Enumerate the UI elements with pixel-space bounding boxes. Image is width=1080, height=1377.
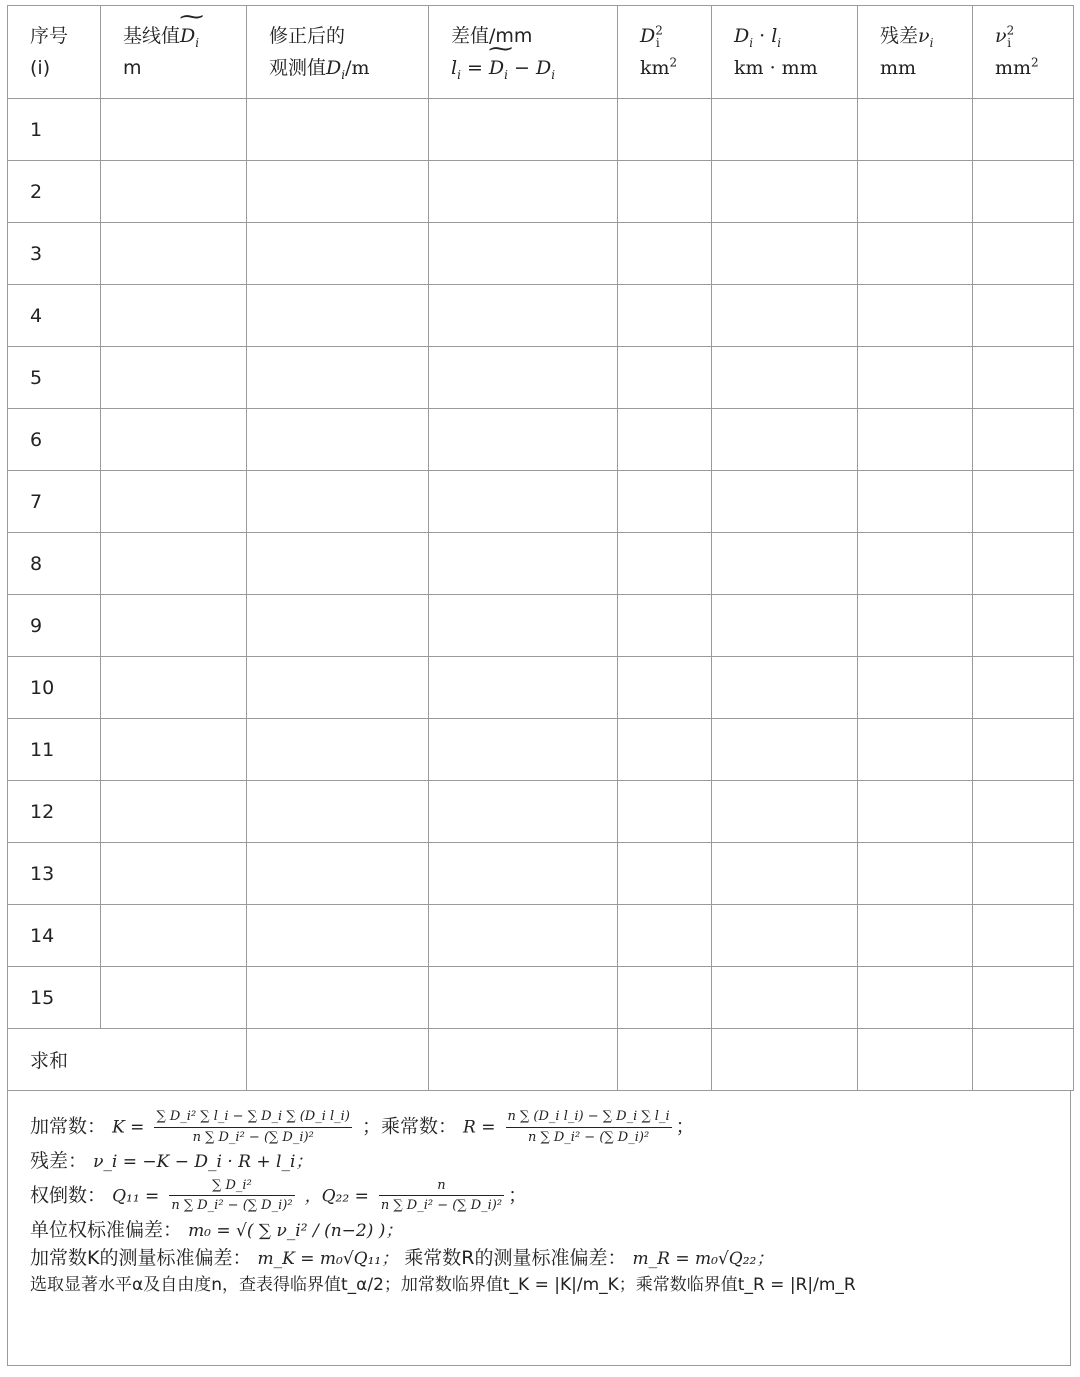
- k-label: 加常数：: [30, 1115, 107, 1138]
- table-row: [8, 223, 1074, 285]
- row-index: 10: [8, 657, 101, 719]
- row-index: 2: [8, 161, 101, 223]
- table-cell: [247, 99, 429, 161]
- table-row: [8, 657, 1074, 719]
- header-residual-squared: [973, 6, 1074, 99]
- table-cell: [101, 595, 247, 657]
- sum-cell: [618, 1029, 712, 1091]
- table-cell: [247, 161, 429, 223]
- header-d-squared-unit: $km^2$: [640, 55, 678, 79]
- q22-fraction: [379, 1176, 504, 1216]
- table-row: [8, 471, 1074, 533]
- critical-values-text: 选取显著水平α及自由度n，查表得临界值t_α/2；加常数临界值t_K = |K|/m_K；乘常数临界值t_R = |R|/m_R: [30, 1274, 856, 1295]
- table-cell: [712, 967, 858, 1029]
- table-cell: [618, 719, 712, 781]
- table-cell: [429, 347, 618, 409]
- header-corrected-label2: 观测值: [269, 57, 327, 79]
- table-cell: [618, 843, 712, 905]
- header-baseline-unit: m: [123, 57, 142, 79]
- table-cell: [973, 409, 1074, 471]
- table-cell: [247, 409, 429, 471]
- table-cell: [429, 719, 618, 781]
- table-cell: [858, 781, 973, 843]
- row-index: 8: [8, 533, 101, 595]
- table-cell: [247, 781, 429, 843]
- table-cell: [858, 347, 973, 409]
- table-cell: [973, 719, 1074, 781]
- table-cell: [712, 99, 858, 161]
- sum-cell: [429, 1029, 618, 1091]
- table-cell: [618, 657, 712, 719]
- row-index: 3: [8, 223, 101, 285]
- table-cell: [101, 409, 247, 471]
- header-residual: [858, 6, 973, 99]
- table-cell: [858, 285, 973, 347]
- table-row: [8, 595, 1074, 657]
- table-cell: [101, 533, 247, 595]
- sum-label: 求和: [8, 1029, 247, 1091]
- mk-label: 加常数K的测量标准偏差：: [30, 1247, 252, 1269]
- table-cell: [101, 905, 247, 967]
- table-cell: [858, 595, 973, 657]
- table-cell: [247, 657, 429, 719]
- q22-denominator: n ∑ D_i² − (∑ D_i)²: [380, 1198, 503, 1213]
- table-cell: [429, 409, 618, 471]
- table-cell: [101, 223, 247, 285]
- table-row: [8, 905, 1074, 967]
- table-cell: [618, 967, 712, 1029]
- header-index-sub: (i): [30, 57, 51, 79]
- header-d-squared-symbol: $D^2_i$: [640, 23, 663, 50]
- row-index: 1: [8, 99, 101, 161]
- sum-row: [8, 1029, 1074, 1091]
- header-difference-label: 差值/mm: [451, 25, 533, 47]
- table-cell: [973, 223, 1074, 285]
- calibration-table-sheet: [7, 5, 1073, 1366]
- table-cell: [101, 161, 247, 223]
- header-difference: [429, 6, 618, 99]
- residual-expr: ν_i = −K − D_i · R + l_i；: [93, 1152, 313, 1172]
- sum-cell: [712, 1029, 858, 1091]
- table-row: [8, 99, 1074, 161]
- table-cell: [101, 967, 247, 1029]
- r-numerator: n ∑ (D_i l_i) − ∑ D_i ∑ l_i: [506, 1107, 672, 1128]
- table-cell: [973, 533, 1074, 595]
- table-cell: [429, 471, 618, 533]
- header-row: [8, 6, 1074, 99]
- table-cell: [712, 409, 858, 471]
- table-cell: [101, 843, 247, 905]
- row-index: 11: [8, 719, 101, 781]
- header-d-squared: [618, 6, 712, 99]
- table-cell: [712, 471, 858, 533]
- table-cell: [858, 967, 973, 1029]
- row-index: 6: [8, 409, 101, 471]
- table-cell: [973, 161, 1074, 223]
- header-index-label: 序号: [30, 25, 69, 47]
- row-index: 4: [8, 285, 101, 347]
- mr-expr: m_R = m₀√Q₂₂；: [632, 1249, 774, 1269]
- table-cell: [247, 905, 429, 967]
- table-cell: [618, 161, 712, 223]
- table-cell: [247, 967, 429, 1029]
- table-cell: [858, 409, 973, 471]
- table-body: [8, 99, 1074, 1091]
- table-cell: [101, 719, 247, 781]
- table-cell: [973, 781, 1074, 843]
- header-residual-squared-symbol: $\nu^2_i$: [995, 23, 1015, 50]
- k-fraction: [154, 1107, 351, 1147]
- table-cell: [101, 285, 247, 347]
- weight-label: 权倒数：: [30, 1184, 107, 1206]
- table-cell: [858, 657, 973, 719]
- q11-numerator: ∑ D_i²: [169, 1176, 294, 1197]
- table-cell: [429, 285, 618, 347]
- table-cell: [429, 99, 618, 161]
- table-cell: [858, 533, 973, 595]
- row-index: 9: [8, 595, 101, 657]
- table-cell: [618, 409, 712, 471]
- q11-fraction: [169, 1176, 294, 1216]
- table-cell: [101, 99, 247, 161]
- formula-line-residual: [30, 1147, 1070, 1176]
- formula-notes: [7, 1091, 1071, 1366]
- row-index: 13: [8, 843, 101, 905]
- q22-lhs: ，Q₂₂ =: [304, 1186, 369, 1206]
- table-row: [8, 719, 1074, 781]
- table-row: [8, 409, 1074, 471]
- sum-cell: [973, 1029, 1074, 1091]
- table-cell: [247, 719, 429, 781]
- table-cell: [858, 905, 973, 967]
- table-cell: [712, 905, 858, 967]
- table-cell: [247, 471, 429, 533]
- row-index: 15: [8, 967, 101, 1029]
- table-cell: [247, 533, 429, 595]
- header-d-times-l: [712, 6, 858, 99]
- table-cell: [618, 533, 712, 595]
- table-cell: [858, 719, 973, 781]
- data-table: [7, 5, 1074, 1091]
- table-cell: [973, 285, 1074, 347]
- table-row: [8, 533, 1074, 595]
- header-residual-squared-unit: $mm^2$: [995, 55, 1039, 79]
- mk-expr: m_K = m₀√Q₁₁；: [257, 1249, 399, 1269]
- r-label: ；乘常数：: [361, 1115, 457, 1138]
- header-baseline-symbol: ~ $D_i$: [180, 20, 199, 52]
- header-residual-label: 残差: [880, 25, 919, 47]
- table-row: [8, 843, 1074, 905]
- table-cell: [429, 781, 618, 843]
- header-residual-symbol: $\nu_i$: [918, 25, 934, 50]
- table-cell: [247, 843, 429, 905]
- table-cell: [247, 223, 429, 285]
- header-difference-formula: $l_i$ = ~ $D_i - D_i$: [451, 57, 555, 79]
- table-cell: [858, 223, 973, 285]
- k-denominator: n ∑ D_i² − (∑ D_i)²: [192, 1129, 314, 1145]
- table-cell: [712, 223, 858, 285]
- table-cell: [101, 657, 247, 719]
- table-cell: [429, 533, 618, 595]
- table-cell: [429, 657, 618, 719]
- table-cell: [429, 905, 618, 967]
- table-cell: [973, 595, 1074, 657]
- table-row: [8, 967, 1074, 1029]
- table-cell: [712, 843, 858, 905]
- table-cell: [618, 347, 712, 409]
- table-cell: [712, 285, 858, 347]
- table-cell: [712, 595, 858, 657]
- k-lhs: K =: [112, 1117, 145, 1138]
- table-cell: [618, 781, 712, 843]
- table-cell: [101, 471, 247, 533]
- table-cell: [247, 595, 429, 657]
- q11-lhs: Q₁₁ =: [112, 1186, 160, 1206]
- q11-denominator: n ∑ D_i² − (∑ D_i)²: [171, 1198, 293, 1213]
- table-cell: [429, 843, 618, 905]
- table-cell: [618, 285, 712, 347]
- table-cell: [973, 967, 1074, 1029]
- formula-line-constants: 加常数： K = $\frac{\text{∑ D\_i² ∑ l\_i − ∑ D\_i ∑ (D\_i l\_i)}}{\text{n ∑ D\_i² − (∑ D\_i)²}}$ ；乘常数： R = $\frac{\text{n ∑ (D\_i l\_i) − ∑ D\_i ∑ l\_i}}{\text{n ∑ D\_i² − (∑ D\_i)²}}$ ；: [30, 1107, 1070, 1147]
- formula-line-m0: [30, 1216, 1070, 1245]
- table-cell: [618, 99, 712, 161]
- row-index: 5: [8, 347, 101, 409]
- header-d-times-l-symbol: $D_i \cdot l_i$: [734, 25, 782, 50]
- table-cell: [973, 657, 1074, 719]
- header-index: [8, 6, 101, 99]
- row-index: 7: [8, 471, 101, 533]
- table-cell: [247, 285, 429, 347]
- table-cell: [101, 781, 247, 843]
- mr-label: 乘常数R的测量标准偏差：: [404, 1247, 627, 1269]
- table-cell: [973, 843, 1074, 905]
- header-corrected-symbol: $D_i/m$: [326, 57, 370, 82]
- table-cell: [429, 595, 618, 657]
- r-denominator: n ∑ D_i² − (∑ D_i)²: [527, 1129, 650, 1145]
- m0-expr: m₀ = √( ∑ ν_i² / (n−2) )；: [188, 1220, 403, 1241]
- table-cell: [712, 161, 858, 223]
- table-cell: [247, 347, 429, 409]
- table-cell: [712, 719, 858, 781]
- k-numerator: ∑ D_i² ∑ l_i − ∑ D_i ∑ (D_i l_i): [154, 1107, 351, 1128]
- table-cell: [618, 223, 712, 285]
- table-cell: [858, 161, 973, 223]
- header-d-times-l-unit: km · mm: [734, 57, 818, 79]
- table-cell: [429, 967, 618, 1029]
- m0-label: 单位权标准偏差：: [30, 1218, 183, 1241]
- header-baseline: [101, 6, 247, 99]
- header-corrected-label: 修正后的: [269, 25, 346, 47]
- table-cell: [618, 595, 712, 657]
- table-cell: [618, 905, 712, 967]
- table-cell: [973, 905, 1074, 967]
- r-fraction: [506, 1107, 672, 1147]
- row-index: 12: [8, 781, 101, 843]
- header-residual-unit: mm: [880, 57, 917, 79]
- table-cell: [973, 99, 1074, 161]
- table-cell: [618, 471, 712, 533]
- table-cell: [712, 781, 858, 843]
- formula-line-mk-mr: [30, 1244, 1070, 1273]
- table-cell: [712, 347, 858, 409]
- q22-numerator: n: [379, 1176, 504, 1197]
- table-row: [8, 161, 1074, 223]
- table-row: [8, 285, 1074, 347]
- r-lhs: R =: [463, 1117, 496, 1138]
- table-cell: [858, 471, 973, 533]
- formula-line-critical: [30, 1273, 1070, 1299]
- header-baseline-label: 基线值: [123, 25, 181, 47]
- sum-cell: [858, 1029, 973, 1091]
- table-cell: [858, 843, 973, 905]
- table-cell: [973, 347, 1074, 409]
- header-corrected: [247, 6, 429, 99]
- residual-label: 残差：: [30, 1150, 88, 1172]
- table-cell: [712, 657, 858, 719]
- table-cell: [101, 347, 247, 409]
- table-cell: [712, 533, 858, 595]
- table-row: [8, 347, 1074, 409]
- table-cell: [429, 223, 618, 285]
- table-cell: [973, 471, 1074, 533]
- table-cell: [858, 99, 973, 161]
- row-index: 14: [8, 905, 101, 967]
- formula-line-weights: 权倒数： Q₁₁ = $\frac{\text{∑ D\_i²}}{\text{n ∑ D\_i² − (∑ D\_i)²}}$ ，Q₂₂ = $\frac{n}{\text{n ∑ D\_i² − (∑ D\_i)²}}$ ；: [30, 1176, 1070, 1216]
- table-cell: [429, 161, 618, 223]
- sum-cell: [247, 1029, 429, 1091]
- table-row: [8, 781, 1074, 843]
